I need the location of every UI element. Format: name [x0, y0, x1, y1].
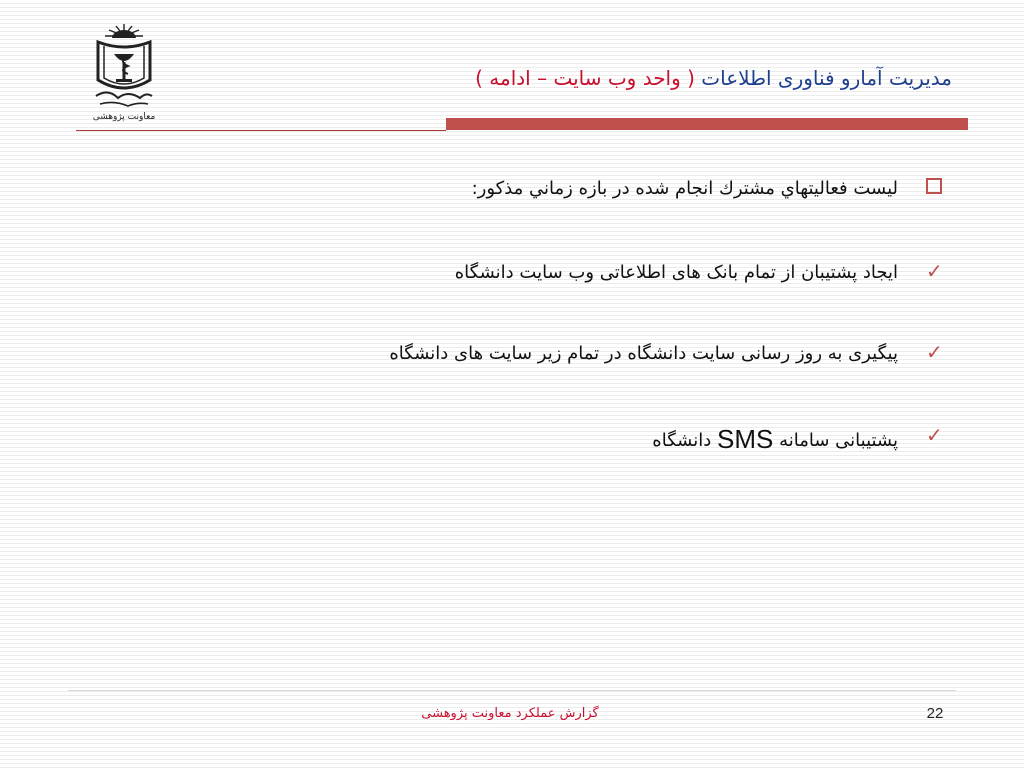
checkmark-icon: ✓	[926, 259, 943, 283]
header-divider-bar	[446, 118, 968, 130]
university-emblem-icon	[88, 22, 160, 114]
sms-item-after: دانشگاه	[652, 430, 712, 451]
checkmark-icon: ✓	[926, 340, 943, 364]
list-item: پیگیری به روز رسانی سایت دانشگاه در تمام زیر سایت های دانشگاه	[389, 343, 898, 364]
footer-divider	[68, 690, 956, 691]
university-logo	[88, 22, 160, 130]
list-item: ایجاد پشتیبان از تمام بانک های اطلاعاتی وب سایت دانشگاه	[454, 262, 898, 283]
title-main: مدیریت آمارو فناوری اطلاعات	[701, 66, 952, 90]
sms-item-acronym: SMS	[716, 424, 774, 454]
title-sub: ( واحد وب سایت – ادامه )	[475, 66, 695, 90]
list-item-sms	[652, 424, 898, 455]
sms-item-before: پشتیبانی سامانه	[779, 430, 898, 451]
heading-bullet-text: لیست فعالیتهاي مشترك انجام شده در بازه زماني مذكور:	[471, 178, 898, 199]
page-title	[475, 66, 952, 90]
square-bullet-icon	[926, 178, 942, 194]
footer-text: گزارش عملکرد معاونت پژوهشی	[421, 706, 599, 721]
logo-caption: معاونت پژوهشی	[92, 112, 156, 122]
header-divider-thin	[76, 130, 446, 131]
page-number: 22	[926, 705, 944, 722]
checkmark-icon: ✓	[926, 423, 943, 447]
